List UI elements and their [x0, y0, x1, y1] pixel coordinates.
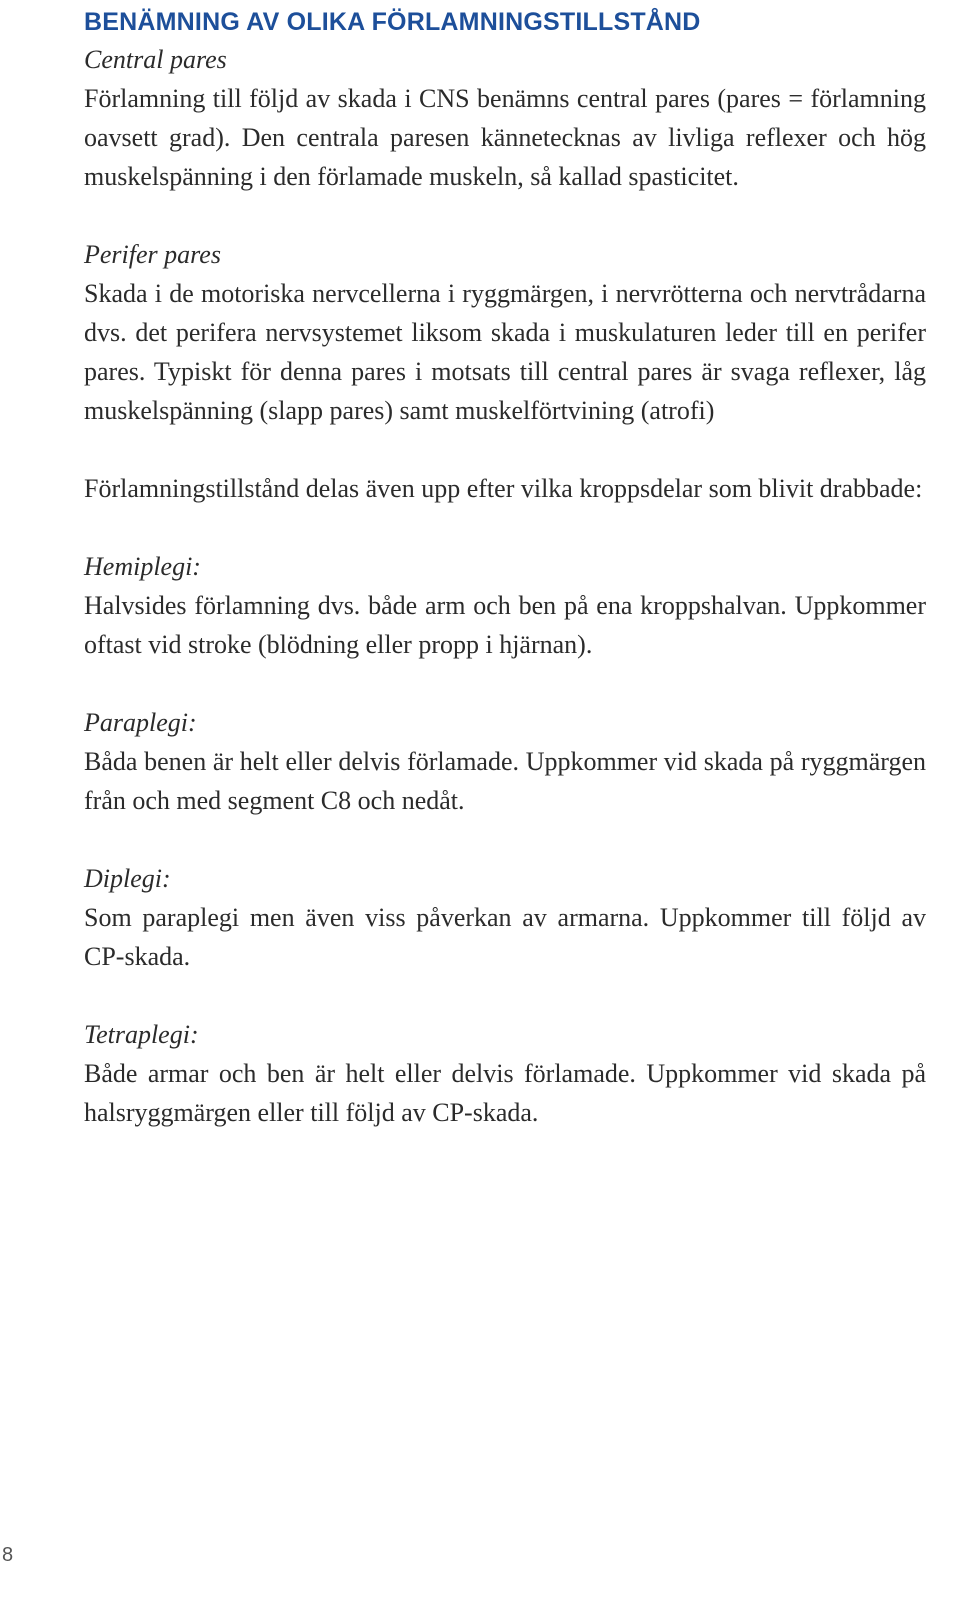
section-bodyparts-intro — [84, 469, 926, 508]
intro-text: Förlamningstillstånd delas även upp efter vilka kroppsdelar som blivit drabbade: — [84, 474, 923, 503]
section-hemiplegi — [84, 547, 926, 664]
section-text: Förlamning till följd av skada i CNS benämns central pares (pares = förlamning oavsett grad). Den centrala paresen kännetecknas av livliga reflexer och hög muskelspänning i den förlamade muskeln, så kallad spasticitet. — [84, 84, 926, 191]
section-text: Både armar och ben är helt eller delvis förlamade. Uppkommer vid skada på halsryggmärgen eller till följd av CP-skada. — [84, 1059, 926, 1127]
section-text: Skada i de motoriska nervcellerna i ryggmärgen, i nervrötterna och nervtrådarna dvs. det perifera nervsystemet liksom skada i muskulaturen leder till en perifer pares. Typiskt för denna pares i motsats till central pares är svaga reflexer, låg muskelspänning (slapp pares) samt muskelförtvining (atrofi) — [84, 279, 926, 425]
spacer — [84, 196, 926, 235]
section-paraplegi — [84, 703, 926, 820]
spacer — [84, 664, 926, 703]
document-page — [84, 4, 926, 1132]
spacer — [84, 508, 926, 547]
spacer — [84, 976, 926, 1015]
section-central-pares — [84, 40, 926, 196]
section-text: Båda benen är helt eller delvis förlamade. Uppkommer vid skada på ryggmärgen från och med segment C8 och nedåt. — [84, 747, 926, 815]
section-title: Central pares — [84, 45, 227, 74]
section-title: Tetraplegi: — [84, 1020, 199, 1049]
spacer — [84, 430, 926, 469]
section-text: Halvsides förlamning dvs. både arm och ben på ena kroppshalvan. Uppkommer oftast vid stroke (blödning eller propp i hjärnan). — [84, 591, 926, 659]
section-title: Diplegi: — [84, 864, 171, 893]
section-title: Perifer pares — [84, 240, 221, 269]
page-heading: BENÄMNING AV OLIKA FÖRLAMNINGSTILLSTÅND — [84, 8, 701, 36]
section-diplegi — [84, 859, 926, 976]
section-title: Paraplegi: — [84, 708, 197, 737]
spacer — [84, 820, 926, 859]
section-text: Som paraplegi men även viss påverkan av armarna. Uppkommer till följd av CP-skada. — [84, 903, 926, 971]
section-title: Hemiplegi: — [84, 552, 201, 581]
section-perifer-pares — [84, 235, 926, 430]
section-tetraplegi — [84, 1015, 926, 1132]
page-number: 8 — [2, 1544, 14, 1566]
